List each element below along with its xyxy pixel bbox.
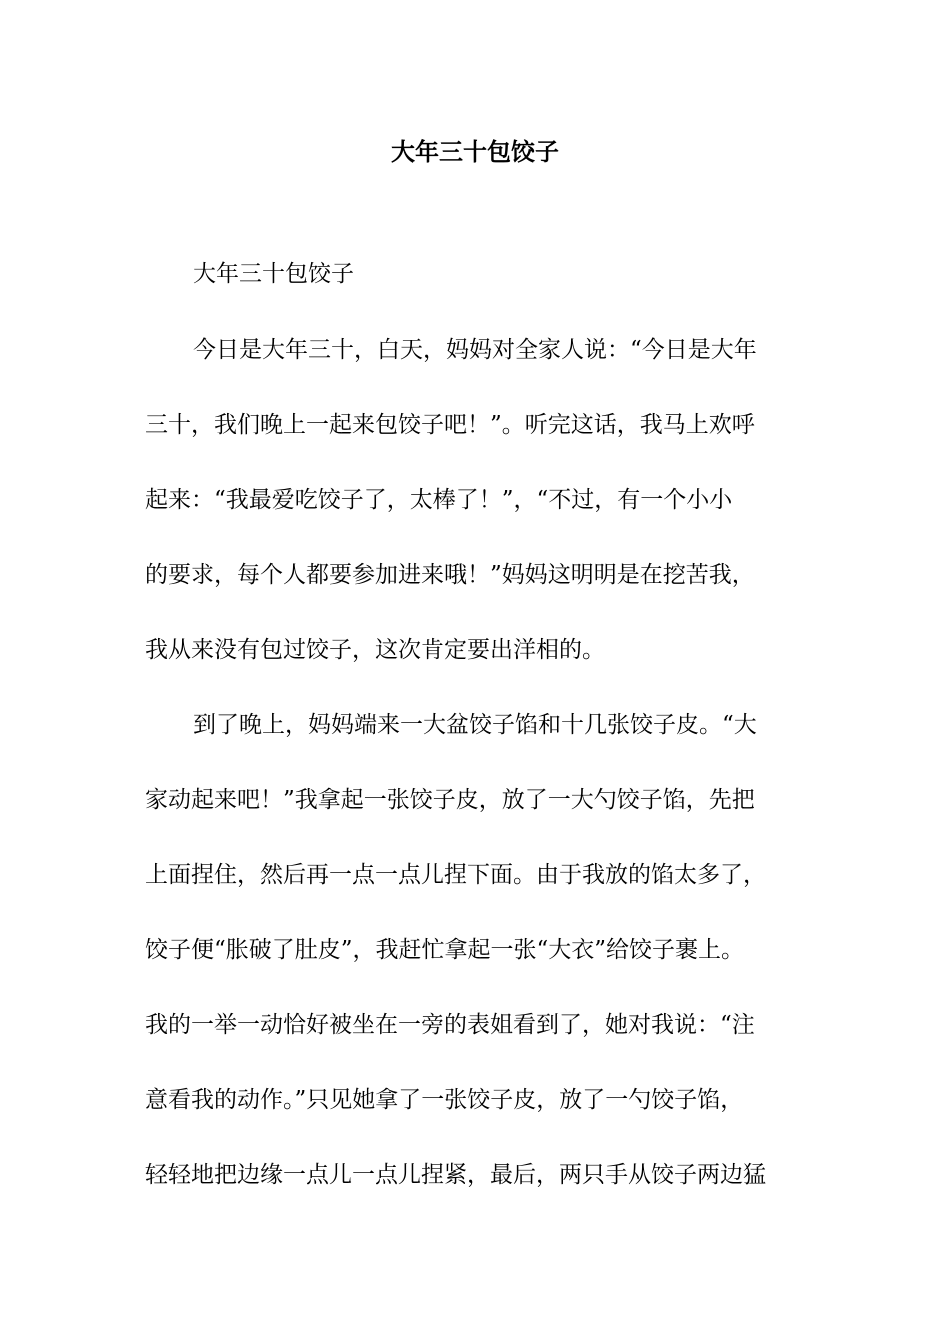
paragraph-line: 到了晚上，妈妈端来一大盆饺子馅和十几张饺子皮。“大 xyxy=(193,712,757,738)
paragraph-line: 我从来没有包过饺子，这次肯定要出洋相的。 xyxy=(145,637,605,663)
paragraph-line: 轻轻地把边缘一点儿一点儿捏紧，最后，两只手从饺子两边猛 xyxy=(145,1162,766,1188)
paragraph-line: 家动起来吧！”我拿起一张饺子皮，放了一大勺饺子馅，先把 xyxy=(145,787,755,813)
paragraph-line: 三十，我们晚上一起来包饺子吧！”。听完这话，我马上欢呼 xyxy=(145,412,755,438)
paragraph-line: 起来：“我最爱吃饺子了，太棒了！”，“不过，有一个小小 xyxy=(145,487,733,513)
paragraph-line: 我的一举一动恰好被坐在一旁的表姐看到了，她对我说：“注 xyxy=(145,1012,755,1038)
paragraph-heading: 大年三十包饺子 xyxy=(193,261,354,287)
document-title: 大年三十包饺子 xyxy=(391,137,559,166)
paragraph-line: 的要求，每个人都要参加进来哦！”妈妈这明明是在挖苦我， xyxy=(145,562,755,588)
paragraph-line: 上面捏住，然后再一点一点儿捏下面。由于我放的馅太多了， xyxy=(145,862,766,888)
paragraph-line: 饺子便“胀破了肚皮”，我赶忙拿起一张“大衣”给饺子裹上。 xyxy=(145,937,745,963)
paragraph-line: 意看我的动作。”只见她拿了一张饺子皮，放了一勺饺子馅， xyxy=(145,1087,744,1113)
paragraph-line: 今日是大年三十，白天，妈妈对全家人说：“今日是大年 xyxy=(193,337,757,363)
